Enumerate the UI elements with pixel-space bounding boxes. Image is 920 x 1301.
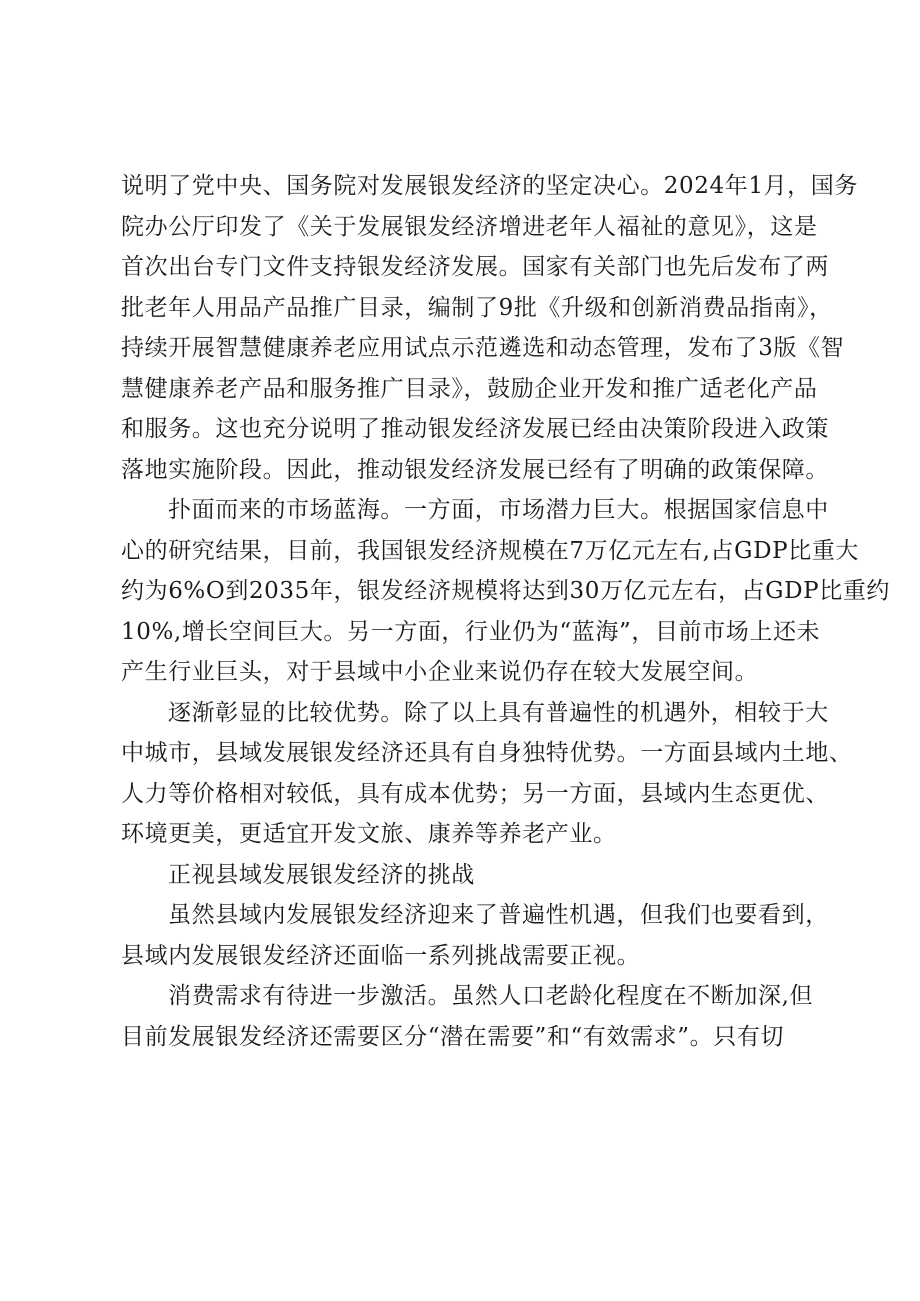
text-line: 虽然县域内发展银发经济迎来了普遍性机遇，但我们也要看到， — [168, 902, 829, 928]
text-line: 和服务。这也充分说明了推动银发经济发展已经由决策阶段进入政策 — [121, 416, 829, 442]
text-line: 目前发展银发经济还需要区分“潜在需要”和“有效需求”。只有切 — [121, 1023, 785, 1050]
text-line: 中城市，县域发展银发经济还具有自身独特优势。一方面县域内土地、 — [121, 740, 853, 766]
text-line: 人力等价格相对较低，具有成本优势；另一方面，县域内生态更优、 — [121, 780, 829, 807]
text-line: 扑面而来的市场蓝海。一方面，市场潜力巨大。根据国家信息中 — [168, 497, 829, 523]
body-text — [121, 166, 891, 1057]
text-line: 首次出台专门文件支持银发经济发展。国家有关部门也先后发布了两 — [121, 254, 829, 280]
text-line: 慧健康养老产品和服务推广目录》，鼓励企业开发和推广适老化产品 — [121, 375, 818, 402]
text-line: 逐渐彰显的比较优势。除了以上具有普遍性的机遇外，相较于大 — [168, 699, 829, 726]
text-line: 说明了党中央、国务院对发展银发经济的坚定决心。2024年1月，国务 — [121, 173, 858, 199]
section-heading — [121, 855, 821, 896]
text-line: 持续开展智慧健康养老应用试点示范遴选和动态管理，发布了3版《智 — [121, 335, 845, 361]
text-line: 院办公厅印发了《关于发展银发经济增进老年人福祉的意见》，这是 — [121, 213, 818, 240]
section-heading-text: 正视县域发展银发经济的挑战 — [168, 861, 475, 888]
paragraph-consumer-demand — [121, 976, 821, 1057]
text-line: 产生行业巨头，对于县域中小企业来说仍存在较大发展空间。 — [121, 659, 759, 685]
text-line: 环境更美，更适宜开发文旅、康养等养老产业。 — [121, 821, 617, 847]
text-line: 心的研究结果，目前，我国银发经济规模在7万亿元左右,占GDP比重大 — [121, 537, 860, 564]
paragraph-policy-support — [121, 166, 858, 490]
text-line: 消费需求有待进一步激活。虽然人口老龄化程度在不断加深,但 — [168, 983, 814, 1009]
paragraph-comparative-advantage — [121, 693, 853, 855]
text-line: 10%,增长空间巨大。另一方面，行业仍为“蓝海”，目前市场上还未 — [121, 618, 821, 645]
paragraph-challenges-intro — [121, 895, 829, 976]
text-line: 约为6%O到2035年，银发经济规模将达到30万亿元左右，占GDP比重约 — [121, 578, 891, 604]
text-line: 落地实施阶段。因此，推动银发经济发展已经有了明确的政策保障。 — [121, 456, 829, 483]
text-line: 批老年人用品产品推广目录，编制了9批《升级和创新消费品指南》， — [121, 294, 833, 321]
paragraph-market-blue-ocean — [121, 490, 891, 693]
text-line: 县域内发展银发经济还面临一系列挑战需要正视。 — [121, 942, 641, 969]
